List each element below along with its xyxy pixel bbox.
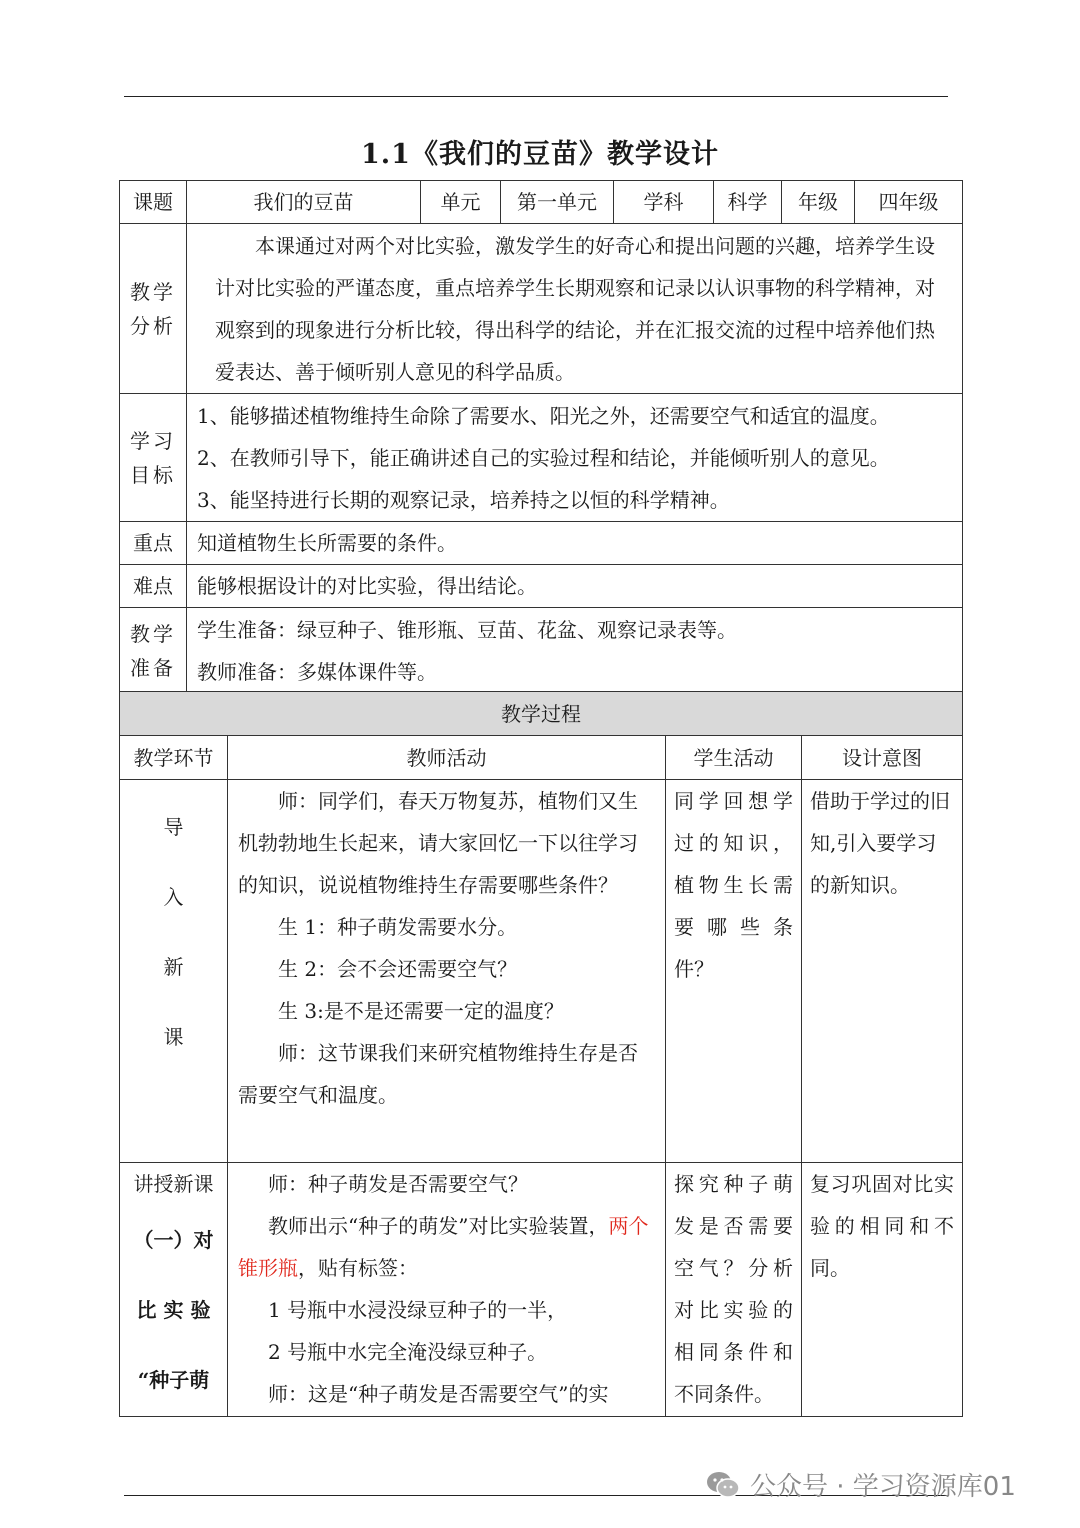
column-header: 学生活动 bbox=[666, 736, 802, 780]
process-heading: 教学过程 bbox=[120, 692, 963, 736]
student-prep: 学生准备：绿豆种子、锥形瓶、豆苗、花盆、观察记录表等。 bbox=[197, 618, 737, 642]
activity-line: 师：这是“种子萌发是否需要空气”的实 bbox=[268, 1382, 609, 1406]
prep-label: 教学准备 bbox=[120, 608, 187, 695]
column-header: 设计意图 bbox=[802, 736, 963, 780]
student-activity-new: 探究种子萌发是否需要空气？分析对比实验的相同条件和不同条件。 bbox=[666, 1163, 802, 1417]
teacher-prep: 教师准备：多媒体课件等。 bbox=[197, 660, 437, 684]
watermark bbox=[706, 1466, 1016, 1503]
watermark-text: 公众号 · 学习资源库01 bbox=[750, 1472, 1016, 1502]
activity-line: 师：同学们，春天万物复苏，植物们又生机勃勃地生长起来，请大家回忆一下以往学习的知识，说说植物维持生存需要哪些条件？ bbox=[238, 789, 638, 897]
unit-value: 第一单元 bbox=[501, 181, 614, 224]
prep-content bbox=[187, 608, 963, 695]
stage-line: 比 实 验 bbox=[136, 1298, 211, 1322]
page-title: 1.1《我们的豆苗》教学设计 bbox=[361, 139, 719, 170]
goal-item: 2、在教师引导下，能正确讲述自己的实验过程和结论，并能倾听别人的意见。 bbox=[197, 445, 890, 470]
lesson-info-table bbox=[119, 180, 962, 695]
teacher-activity-new bbox=[228, 1163, 666, 1417]
stage-line: “种子萌 bbox=[137, 1368, 210, 1392]
goals-list bbox=[187, 394, 963, 522]
activity-line: 1 号瓶中水浸没绿豆种子的一半， bbox=[268, 1298, 568, 1322]
stage-char: 导 bbox=[163, 815, 184, 839]
activity-line: 2 号瓶中水完全淹没绿豆种子。 bbox=[268, 1340, 548, 1364]
subject-value: 科学 bbox=[714, 181, 782, 224]
unit-label: 单元 bbox=[421, 181, 501, 224]
key-point-label: 重点 bbox=[120, 522, 187, 565]
stage-char: 新 bbox=[163, 955, 184, 979]
teacher-activity-intro bbox=[228, 780, 666, 1163]
difficulty-label: 难点 bbox=[120, 565, 187, 608]
activity-line: 师：这节课我们来研究植物维持生存是否需要空气和温度。 bbox=[238, 1041, 638, 1107]
highlight-text: 两个锥形瓶 bbox=[238, 1214, 649, 1280]
column-header: 教师活动 bbox=[228, 736, 666, 780]
table-row bbox=[120, 780, 963, 1163]
stage-intro bbox=[120, 780, 228, 1163]
analysis-label: 教学分析 bbox=[120, 224, 187, 394]
activity-line: 生 2：会不会还需要空气？ bbox=[278, 957, 518, 981]
activity-line: 教师出示“种子的萌发”对比实验装置，两个锥形瓶，贴有标签： bbox=[238, 1214, 649, 1280]
stage-new-lesson bbox=[120, 1163, 228, 1417]
activity-line: 师：种子萌发是否需要空气？ bbox=[268, 1172, 528, 1196]
topic-value: 我们的豆苗 bbox=[187, 181, 421, 224]
goal-item: 3、能坚持进行长期的观察记录，培养持之以恒的科学精神。 bbox=[197, 487, 730, 512]
key-point-text: 知道植物生长所需要的条件。 bbox=[187, 522, 963, 565]
grade-label: 年级 bbox=[782, 181, 855, 224]
wechat-icon bbox=[706, 1470, 740, 1500]
goal-item: 1、能够描述植物维持生命除了需要水、阳光之外，还需要空气和适宜的温度。 bbox=[197, 403, 890, 428]
difficulty-text: 能够根据设计的对比实验，得出结论。 bbox=[187, 565, 963, 608]
stage-char: 课 bbox=[163, 1025, 184, 1049]
table-row bbox=[120, 1163, 963, 1417]
stage-line: 讲授新课 bbox=[133, 1172, 214, 1196]
activity-line: 生 1：种子萌发需要水分。 bbox=[278, 915, 518, 939]
activity-line: 生 3:是不是还需要一定的温度？ bbox=[278, 999, 564, 1023]
header-rule bbox=[124, 96, 948, 97]
grade-value: 四年级 bbox=[855, 181, 963, 224]
stage-char: 入 bbox=[163, 885, 184, 909]
process-table bbox=[119, 691, 962, 1417]
goals-label: 学习目标 bbox=[120, 394, 187, 522]
analysis-text: 本课通过对两个对比实验，激发学生的好奇心和提出问题的兴趣，培养学生设计对比实验的严谨态度，重点培养学生长期观察和记录以认识事物的科学精神，对观察到的现象进行分析比较，得出科学的结论，并在汇报交流的过程中培养他们热爱表达、善于倾听别人意见的科学品质。 bbox=[187, 224, 963, 394]
subject-label: 学科 bbox=[614, 181, 714, 224]
stage-line: （一）对 bbox=[133, 1228, 214, 1252]
column-header: 教学环节 bbox=[120, 736, 228, 780]
design-intent-new: 复习巩固对比实验的相同和不同。 bbox=[802, 1163, 963, 1417]
student-activity-intro: 同学回想学过的知识，植物生长需要哪些条件？ bbox=[666, 780, 802, 1163]
design-intent-intro: 借助于学过的旧知,引入要学习的新知识。 bbox=[802, 780, 963, 1163]
topic-label: 课题 bbox=[120, 181, 187, 224]
